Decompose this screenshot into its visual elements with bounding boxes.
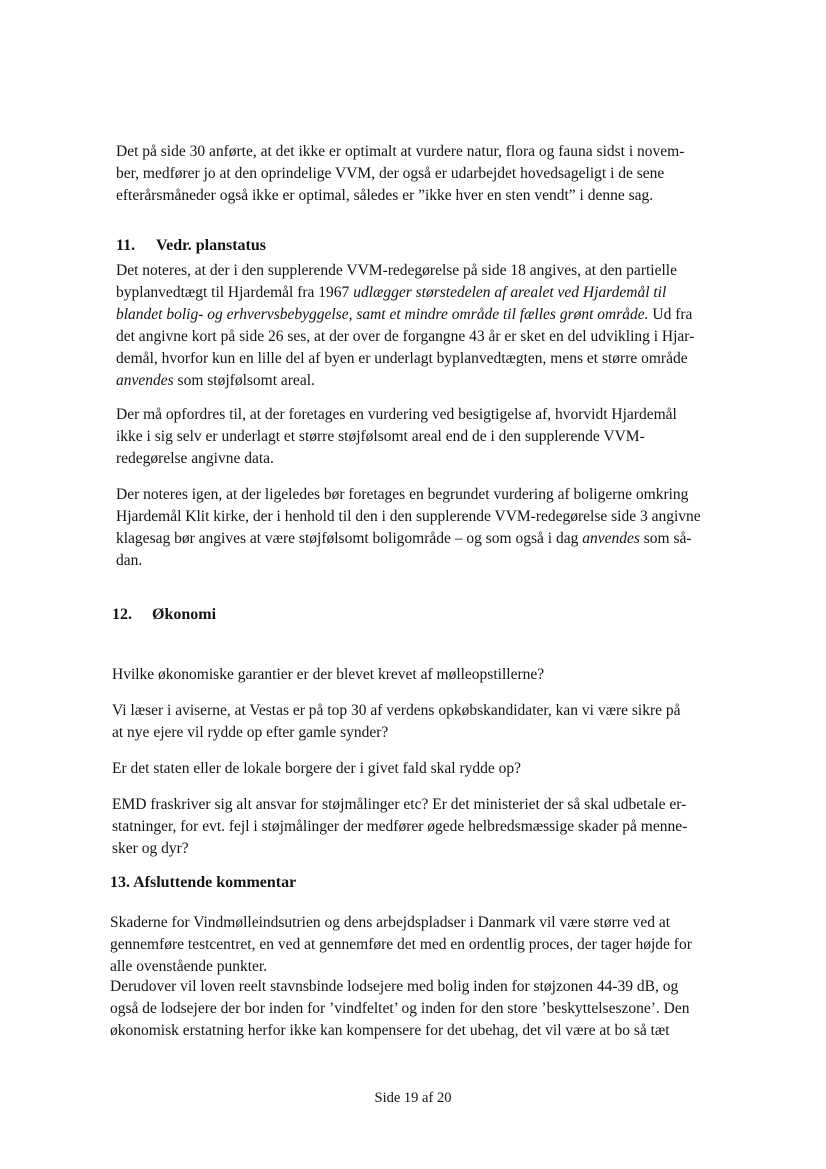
section-11-heading: 11. Vedr. planstatus xyxy=(116,237,266,254)
section-12-question-4: EMD fraskriver sig alt ansvar for støjmålinger etc? Er det ministeriet der så skal udbetale er- statninger, for evt. fejl i støjmålinger der medfører øgede helbredsmæssige skader på menne- sker og dyr? xyxy=(112,796,688,857)
section-12-question-2: Vi læser i aviserne, at Vestas er på top 30 af verdens opkøbskandidater, kan vi være sikre på at nye ejere vil rydde op efter gamle synder? xyxy=(112,702,681,741)
section-11-paragraph-1: Det noteres, at der i den supplerende VVM-redegørelse på side 18 angives, at den partielle byplanvedtægt til Hjardemål fra 1967 udlægger størstedelen af arealet ved Hjardemål til blandet bolig- og erhvervsbebyggelse, samt et mindre område til fælles grønt område. Ud fra det angivne kort på side 26 ses, at der over de forgangne 43 år er sket en del udvikling i Hjar- demål, hvorfor kun en lille del af byen er underlagt byplanvedtægten, mens et større område anvendes som støjfølsomt areal. xyxy=(116,262,695,389)
section-13-heading: 13. Afsluttende kommentar xyxy=(110,874,297,891)
section-11-paragraph-3: Der noteres igen, at der ligeledes bør foretages en begrundet vurdering af boligerne omkring Hjardemål Klit kirke, der i henhold til den i den supplerende VVM-redegørelse side 3 angivne klagesag bør angives at være støjfølsomt boligområde – og som også i dag anvendes som så- dan. xyxy=(116,486,701,569)
section-13-paragraph-2: Derudover vil loven reelt stavnsbinde lodsejere med bolig inden for støjzonen 44-39 dB, og også de lodsejere der bor inden for ’vindfeltet’ og inden for den store ’beskyttelseszone’. Den økonomisk erstatning herfor ikke kan kompensere for det ubehag, det vil være at bo så tæt xyxy=(110,978,690,1039)
section-12-heading: 12. Økonomi xyxy=(112,606,217,623)
section-13-paragraph-1: Skaderne for Vindmølleindsutrien og dens arbejdspladser i Danmark vil være større ved at gennemføre testcentret, en ved at gennemføre det med en ordentlig proces, der tager højde for alle ovenstående punkter. xyxy=(110,914,692,975)
section-11-paragraph-2: Der må opfordres til, at der foretages en vurdering ved besigtigelse af, hvorvidt Hjardemål ikke i sig selv er underlagt et større støjfølsomt areal end de i den supplerende VVM- redegørelse angivne data. xyxy=(116,406,677,467)
intro-paragraph: Det på side 30 anførte, at det ikke er optimalt at vurdere natur, flora og fauna sidst i novem- ber, medfører jo at den oprindelige VVM, der også er udarbejdet hovedsageligt i de sene efterårsmåneder også ikke er optimal, således er ”ikke hver en sten vendt” i denne sag. xyxy=(116,143,685,204)
section-12-question-3: Er det staten eller de lokale borgere der i givet fald skal rydde op? xyxy=(112,760,522,777)
section-12-question-1: Hvilke økonomiske garantier er der blevet krevet af mølleopstillerne? xyxy=(112,666,545,683)
page-number: Side 19 af 20 xyxy=(374,1090,452,1106)
